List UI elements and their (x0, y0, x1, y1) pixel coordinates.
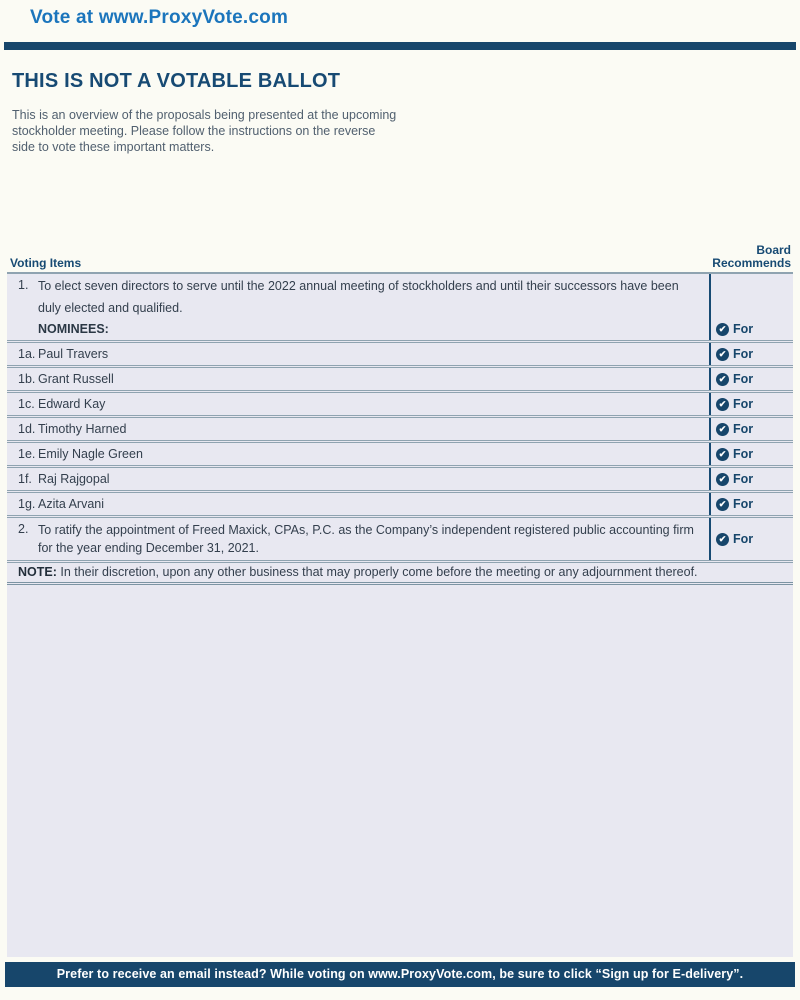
recommendation-label: For (733, 532, 754, 546)
voting-item-cell (7, 274, 709, 340)
recommendation-badge (716, 397, 753, 411)
item-text: Emily Nagle Green (38, 447, 143, 461)
item-number: 1d. (18, 422, 36, 436)
voting-item-cell (7, 343, 709, 365)
table-row (7, 274, 793, 340)
recommendation-label: For (733, 472, 754, 486)
item-text: Raj Rajgopal (38, 472, 110, 486)
item-number: 1. (18, 278, 29, 292)
recommendation-badge (716, 372, 753, 386)
check-icon: ✔ (716, 498, 729, 511)
item-text: Edward Kay (38, 397, 106, 411)
item-number: 2. (18, 522, 29, 536)
board-recommendation-cell (709, 518, 793, 560)
item-number: 1a. (18, 347, 36, 361)
proxyvote-url-title: Vote at www.ProxyVote.com (30, 7, 289, 28)
not-votable-heading: THIS IS NOT A VOTABLE BALLOT (12, 70, 341, 92)
voting-item-cell (7, 418, 709, 440)
note-label: NOTE: (18, 565, 57, 579)
recommendation-label: For (733, 397, 754, 411)
check-icon: ✔ (716, 533, 729, 546)
board-recommends-header: Board Recommends (712, 243, 791, 270)
note-row (7, 560, 793, 585)
board-recommendation-cell (709, 393, 793, 415)
board-recommendation-cell (709, 468, 793, 490)
table-row (7, 415, 793, 440)
recommendation-label: For (733, 422, 754, 436)
recommendation-label: For (733, 497, 754, 511)
item-text: To ratify the appointment of Freed Maxick, CPAs, P.C. as the Company’s independent registered public accounting firm for the year ending December 31, 2021. (38, 523, 694, 555)
check-icon: ✔ (716, 323, 729, 336)
recommendation-label: For (733, 347, 754, 361)
table-row (7, 390, 793, 415)
recommendation-badge (716, 447, 753, 461)
board-recommendation-cell (709, 274, 793, 340)
item-text: Azita Arvani (38, 497, 105, 511)
item-text: To elect seven directors to serve until the 2022 annual meeting of stockholders and until their successors have been duly elected and qualified. (38, 279, 679, 315)
voting-items-header: Voting Items (10, 255, 82, 270)
item-text: Paul Travers (38, 347, 109, 361)
recommendation-label: For (733, 372, 754, 386)
voting-table-rows (7, 274, 793, 560)
voting-item-cell (7, 393, 709, 415)
check-icon: ✔ (716, 473, 729, 486)
recommendation-badge (716, 472, 753, 486)
item-text: Timothy Harned (38, 422, 127, 436)
check-icon: ✔ (716, 373, 729, 386)
table-row (7, 340, 793, 365)
notice-description: This is an overview of the proposals being presented at the upcoming stockholder meeting. Please follow the instructions on the reverse side to vote these important matters. (12, 108, 397, 154)
recommendation-badge (716, 422, 753, 436)
check-icon: ✔ (716, 423, 729, 436)
board-recommendation-cell (709, 343, 793, 365)
table-row (7, 515, 793, 560)
table-row (7, 440, 793, 465)
nominees-label: NOMINEES: (38, 322, 109, 336)
note-text: In their discretion, upon any other business that may properly come before the meeting or any adjournment thereof. (56, 565, 698, 579)
recommendation-badge (716, 497, 753, 511)
table-column-headers (10, 244, 791, 269)
recommendation-badge (716, 322, 753, 336)
table-row (7, 365, 793, 390)
check-icon: ✔ (716, 398, 729, 411)
board-recommendation-cell (709, 493, 793, 515)
check-icon: ✔ (716, 348, 729, 361)
board-recommendation-cell (709, 368, 793, 390)
voting-table-panel (7, 272, 793, 957)
item-number: 1f. (18, 472, 32, 486)
recommendation-badge (716, 532, 753, 546)
check-icon: ✔ (716, 448, 729, 461)
board-recommendation-cell (709, 418, 793, 440)
recommendation-label: For (733, 322, 754, 336)
item-number: 1g. (18, 497, 36, 511)
voting-item-cell (7, 368, 709, 390)
edelivery-footer-bar: Prefer to receive an email instead? While voting on www.ProxyVote.com, be sure to click “Sign up for E-delivery”. (5, 962, 795, 987)
recommendation-label: For (733, 447, 754, 461)
header-divider-bar (4, 42, 796, 50)
item-number: 1e. (18, 447, 36, 461)
recommendation-badge (716, 347, 753, 361)
table-row (7, 490, 793, 515)
item-number: 1b. (18, 372, 36, 386)
board-recommendation-cell (709, 443, 793, 465)
voting-item-cell (7, 468, 709, 490)
table-row (7, 465, 793, 490)
voting-item-cell (7, 518, 709, 560)
item-number: 1c. (18, 397, 35, 411)
voting-item-cell (7, 443, 709, 465)
voting-item-cell (7, 493, 709, 515)
item-text: Grant Russell (38, 372, 114, 386)
